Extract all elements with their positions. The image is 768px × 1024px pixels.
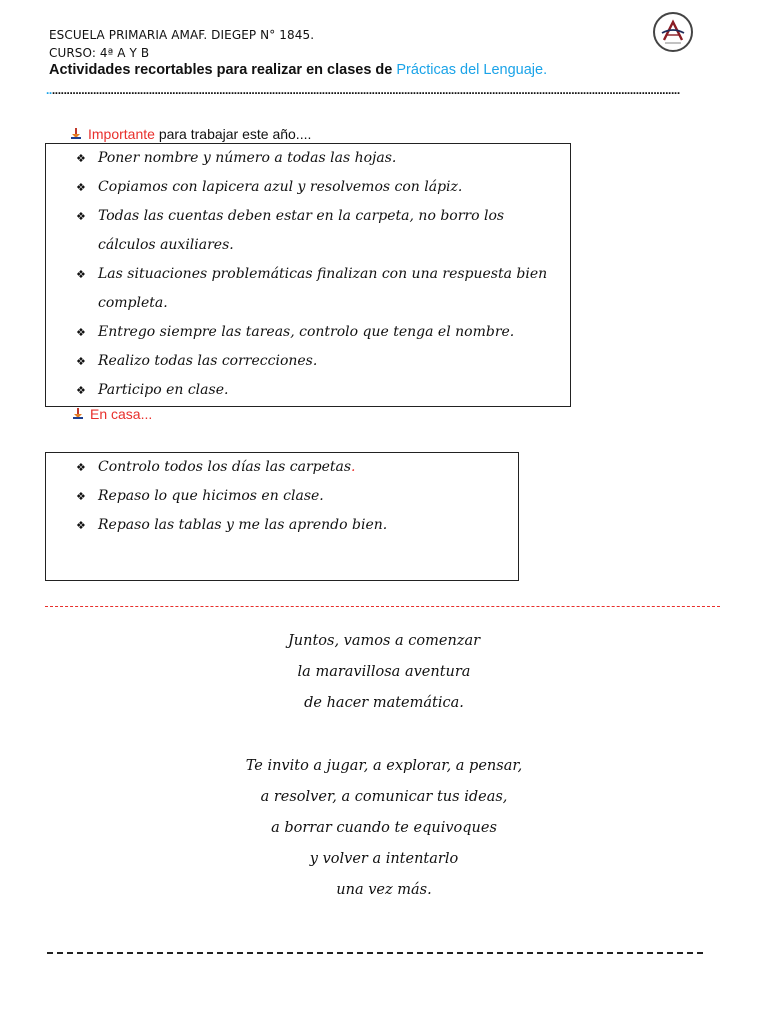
list-item: ❖ Participo en clase. <box>76 376 566 405</box>
course-label: CURSO: 4ª A Y B <box>49 46 150 60</box>
cut-line-black <box>47 952 703 954</box>
dotted-separator: ........................................................................................................................................................................................................................ <box>46 85 680 95</box>
home-list <box>76 453 516 540</box>
school-crest-icon <box>653 12 693 52</box>
list-item: ❖ Realizo todas las correcciones. <box>76 347 566 376</box>
bullet-arrow-icon <box>72 407 90 422</box>
poem-line: a resolver, a comunicar tus ideas, <box>260 789 508 805</box>
home-heading <box>72 406 152 422</box>
rules-list <box>76 144 566 405</box>
rules-box <box>45 143 571 407</box>
diamond-bullet-icon: ❖ <box>76 152 86 165</box>
title-text: Actividades recortables para realizar en clases de <box>49 62 393 78</box>
page-title <box>49 62 547 78</box>
important-label: Importante <box>88 126 155 142</box>
list-item: ❖ Las situaciones problemáticas finalizan con una respuesta bien completa. <box>76 260 566 318</box>
home-label: En casa... <box>90 406 153 422</box>
poem-line: Juntos, vamos a comenzar <box>287 633 481 649</box>
poem-line: y volver a intentarlo <box>309 851 459 867</box>
list-item: ❖ Entrego siempre las tareas, controlo que tenga el nombre. <box>76 318 566 347</box>
home-box <box>45 452 519 581</box>
poem-line: una vez más. <box>336 882 432 898</box>
diamond-bullet-icon: ❖ <box>76 461 86 474</box>
diamond-bullet-icon: ❖ <box>76 519 86 532</box>
diamond-bullet-icon: ❖ <box>76 326 86 339</box>
list-item: ❖ Poner nombre y número a todas las hojas. <box>76 144 566 173</box>
diamond-bullet-icon: ❖ <box>76 355 86 368</box>
list-item: ❖ Repaso las tablas y me las aprendo bien. <box>76 511 516 540</box>
list-item: ❖ Controlo todos los días las carpetas. <box>76 453 516 482</box>
diamond-bullet-icon: ❖ <box>76 384 86 397</box>
diamond-bullet-icon: ❖ <box>76 268 86 281</box>
list-item: ❖ Repaso lo que hicimos en clase. <box>76 482 516 511</box>
poem-line: Te invito a jugar, a explorar, a pensar, <box>245 758 523 774</box>
list-item: ❖ Copiamos con lapicera azul y resolvemos con lápiz. <box>76 173 566 202</box>
poem-line: la maravillosa aventura <box>297 664 471 680</box>
list-item: ❖ Todas las cuentas deben estar en la carpeta, no borro los cálculos auxiliares. <box>76 202 566 260</box>
diamond-bullet-icon: ❖ <box>76 181 86 194</box>
diamond-bullet-icon: ❖ <box>76 490 86 503</box>
bullet-arrow-icon <box>70 127 88 142</box>
school-name: ESCUELA PRIMARIA AMAF. DIEGEP N° 1845. <box>49 28 315 42</box>
cut-line-red <box>45 606 720 607</box>
poem-line: a borrar cuando te equivoques <box>271 820 497 836</box>
diamond-bullet-icon: ❖ <box>76 210 86 223</box>
important-rest: para trabajar este año.... <box>154 126 312 142</box>
poem-line: de hacer matemática. <box>304 695 464 711</box>
important-heading <box>70 126 311 142</box>
title-subject: Prácticas del Lenguaje. <box>396 62 548 78</box>
